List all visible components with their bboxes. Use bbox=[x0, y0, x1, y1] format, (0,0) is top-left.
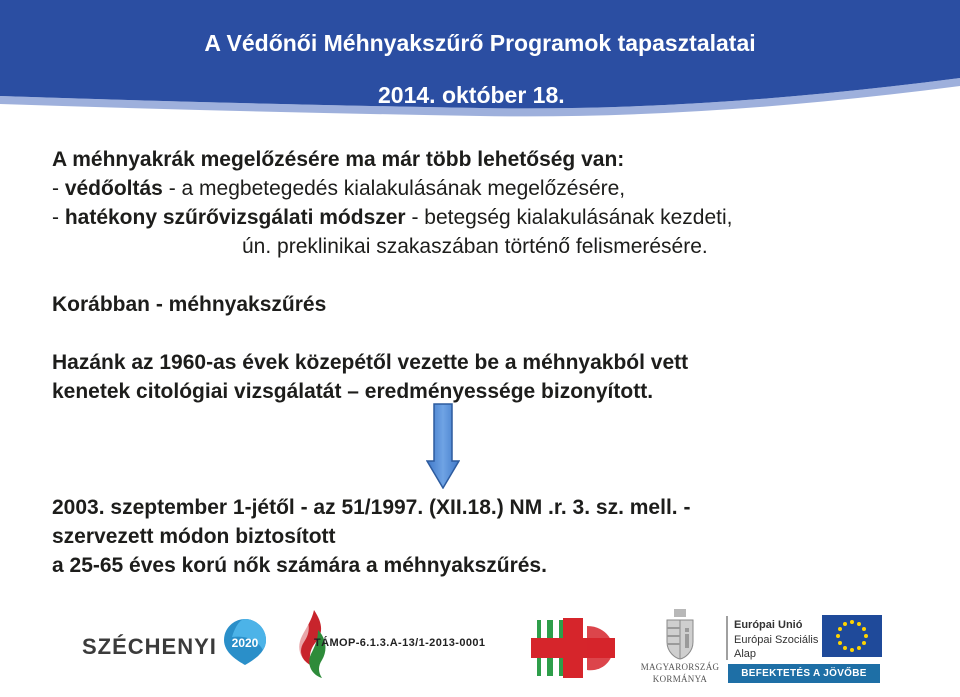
header-background bbox=[0, 0, 960, 130]
szechenyi-year: 2020 bbox=[231, 636, 259, 650]
bullet-prefix: - bbox=[52, 177, 65, 200]
eu-fund-label-1: Európai Szociális bbox=[734, 634, 819, 646]
screening-continuation: ún. preklinikai szakaszában történő felismerésére. bbox=[242, 235, 708, 258]
law-line-1: 2003. szeptember 1-jétől - az 51/1997. (XII.18.) NM .r. 3. sz. mell. - bbox=[52, 496, 691, 519]
szechenyi-logo-text: SZÉCHENYI bbox=[82, 634, 217, 659]
screening-text: - betegség kialakulásának kezdeti, bbox=[405, 206, 733, 229]
earlier-heading: Korábban - méhnyakszűrés bbox=[52, 293, 327, 316]
eu-divider bbox=[726, 616, 728, 660]
eu-investment-banner: BEFEKTETÉS A JÖVŐBE bbox=[728, 664, 880, 683]
bullet-vaccination bbox=[52, 174, 625, 203]
bullet-prefix: - bbox=[52, 206, 65, 229]
eu-fund-label-2: Alap bbox=[734, 648, 757, 660]
kormany-line-2: KORMÁNYA bbox=[652, 674, 708, 684]
tamop-code: TÁMOP-6.1.3.A-13/1-2013-0001 bbox=[314, 637, 486, 649]
intro-line: A méhnyakrák megelőzésére ma már több lehetőség van: bbox=[52, 148, 625, 171]
screening-term: szűrővizsgálati módszer bbox=[162, 206, 406, 229]
vaccination-term: védőoltás bbox=[64, 177, 163, 200]
history-line-1: Hazánk az 1960-as évek közepétől vezette be a méhnyakból vett bbox=[52, 351, 689, 374]
slide-date: 2014. október 18. bbox=[378, 82, 565, 108]
history-line-2: kenetek citológiai vizsgálatát – eredményessége bizonyított. bbox=[52, 380, 654, 403]
law-line-2: szervezett módon biztosított bbox=[52, 525, 336, 548]
down-arrow-icon bbox=[426, 403, 460, 489]
bullet-screening bbox=[52, 203, 732, 232]
law-line-3: a 25-65 éves korú nők számára a méhnyakszűrés. bbox=[52, 554, 547, 577]
slide-title: A Védőnői Méhnyakszűrő Programok tapasztalatai bbox=[204, 30, 756, 56]
eu-union-label: Európai Unió bbox=[734, 619, 803, 631]
health-cross-icon bbox=[527, 612, 619, 684]
vaccination-text: - a megbetegedés kialakulásának megelőzésére, bbox=[162, 177, 626, 200]
eu-flag-icon bbox=[822, 615, 882, 657]
kormany-line-1: MAGYARORSZÁG bbox=[640, 662, 720, 672]
effective-term: hatékony bbox=[64, 206, 163, 229]
slide-header bbox=[0, 0, 960, 130]
hungary-crest-icon bbox=[663, 608, 697, 660]
